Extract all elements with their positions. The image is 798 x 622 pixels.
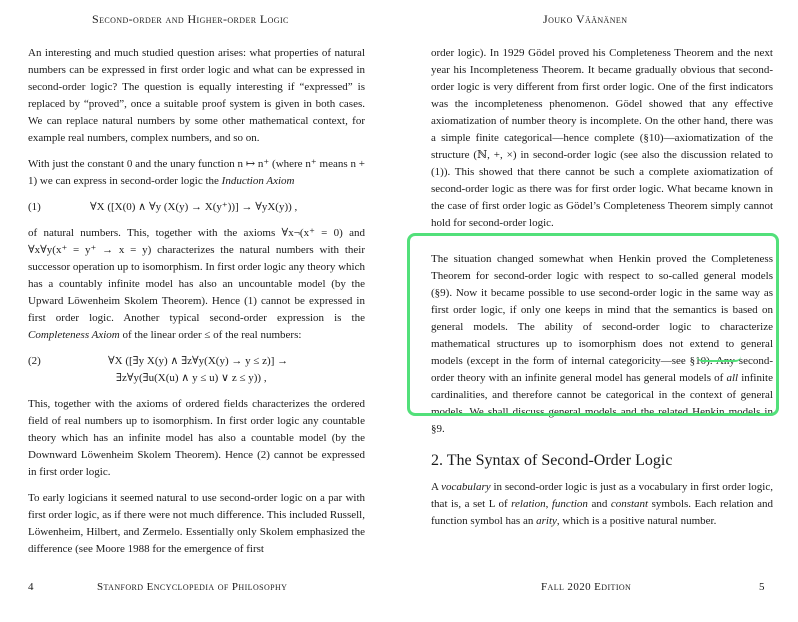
paragraph [431,479,773,530]
emphasis: vocabulary [441,481,491,493]
equation-number: (1) [28,201,41,213]
paragraph-text: , [545,498,552,510]
equation-body: ∀X ([X(0) ∧ ∀y (X(y) → X(y⁺))] → ∀yX(y)) , [90,201,298,213]
running-head: Jouko Väänänen [543,12,628,26]
underline-mark [697,356,741,362]
running-head: Second-order and Higher-order Logic [92,12,289,26]
paragraph-text: in second-order logic is just as a vocabulary in first order logic, that is, a set L of [431,481,773,510]
paragraph-text: , which is a positive natural number. [556,515,717,527]
paragraph-text: and [587,498,611,510]
emphasis: constant [610,498,649,510]
paragraph [28,156,365,190]
equation-number: (2) [28,355,41,367]
paragraph: order logic). In 1929 Gödel proved his Completeness Theorem and the next year his Incompleteness Theorem. It became gradually obvious that second-order logic is very different from first order logic. One of the first indicators was the incompleteness phenomenon. Gödel showed that any effective axiomatization of number theory is incomplete. On the other hand, there was a simple finite categorical—hence complete (§10)—axiomatization of the structure (ℕ, +, ×) in second-order logic (see also the discussion related to (1)). This showed that there cannot be such a complete axiomatization of second-order logic as there was for first order logic. What became known in the case of first order logic as Gödel’s Completeness Theorem simply cannot hold for second-order logic. [431,47,773,229]
paragraph-text: With just the constant 0 and the unary function n ↦ n⁺ (where n⁺ means n + 1) we can express in second-order logic the [28,158,365,187]
paragraph [28,225,365,344]
paragraph-text: infinite cardinalities, and therefore cannot be categorical in the context of general models. We shall discuss general models and the related Henkin models in §9. [431,372,773,435]
paragraph: This, together with the axioms of ordered fields characterizes the ordered field of real numbers up to isomorphism. In first order logic any countable theory which has an infinite model has also a countable model (by the Downward Löwenheim Skolem Theorem). Hence (2) cannot be expressed in first order logic. [28,398,365,478]
paragraph: An interesting and much studied question arises: what properties of natural numbers can be expressed in first order logic and what can be expressed in second-order logic? The question is equally interesting if “expressed” is replaced by “proved”, once a suitable proof system is given in both cases. We can replace natural numbers by some other mathematical context, for example real numbers, complex numbers, and so on. [28,47,365,144]
page-number: 4 [28,581,34,593]
paragraph: To early logicians it seemed natural to use second-order logic on a par with first order logic, as if there were not much difference. This included Russell, Löwenheim, Hilbert, and Zermelo. Essentially only Skolem emphasized the difference (see Moore 1988 for the emergence of first [28,492,365,555]
body-text [28,45,365,558]
equation-line: ∀X ([∃y X(y) ∧ ∃z∀y(X(y) → y ≤ z)] → [108,355,289,367]
emphasis: relation [511,498,546,510]
emphasis: arity [536,515,557,527]
page-number: 5 [759,581,765,593]
equation-2 [28,353,365,387]
equation-line: ∃z∀y(∃u(X(u) ∧ y ≤ u) ∨ z ≤ y)) , [116,372,267,384]
highlight-box [407,233,779,416]
emphasis: Induction Axiom [221,175,295,187]
paragraph-text: symbols. Each relation and function symbol has an [431,498,774,527]
footer-title: Stanford Encyclopedia of Philosophy [97,581,288,593]
paragraph-text: of the linear order ≤ of the real numbers: [119,329,302,341]
paragraph-text: of natural numbers. This, together with the axioms ∀x¬(x⁺ = 0) and ∀x∀y(x⁺ = y⁺ → x = y) characterizes the natural numbers with their successor operation up to isomorphism. In first order logic any theory which has a countably infinite model has also an uncountable model (by the Upward Löwenheim Skolem Theorem). Hence (1) cannot be expressed in first order logic. Another typical second-order expression is the [28,227,365,324]
section-heading: 2. The Syntax of Second-Order Logic [431,452,673,469]
footer-edition: Fall 2020 Edition [541,581,632,593]
equation-1 [28,199,365,216]
emphasis: Completeness Axiom [28,329,120,341]
emphasis: all [726,372,739,384]
paragraph-text: A [431,481,442,493]
paragraph-text: The situation changed somewhat when Henkin proved the Completeness Theorem for second-order logic with respect to so-called general models (§9). Now it became possible to use second-order logic in the same way as first order logic, if only one keeps in mind that the semantics is based on general models. The ability of second-order logic to characterize mathematical structures up to isomorphism does not extend to general models (except in the form of internal categoricity—see §10). Any second-order theory with an infinite general model has general models of [431,253,773,384]
emphasis: function [551,498,588,510]
